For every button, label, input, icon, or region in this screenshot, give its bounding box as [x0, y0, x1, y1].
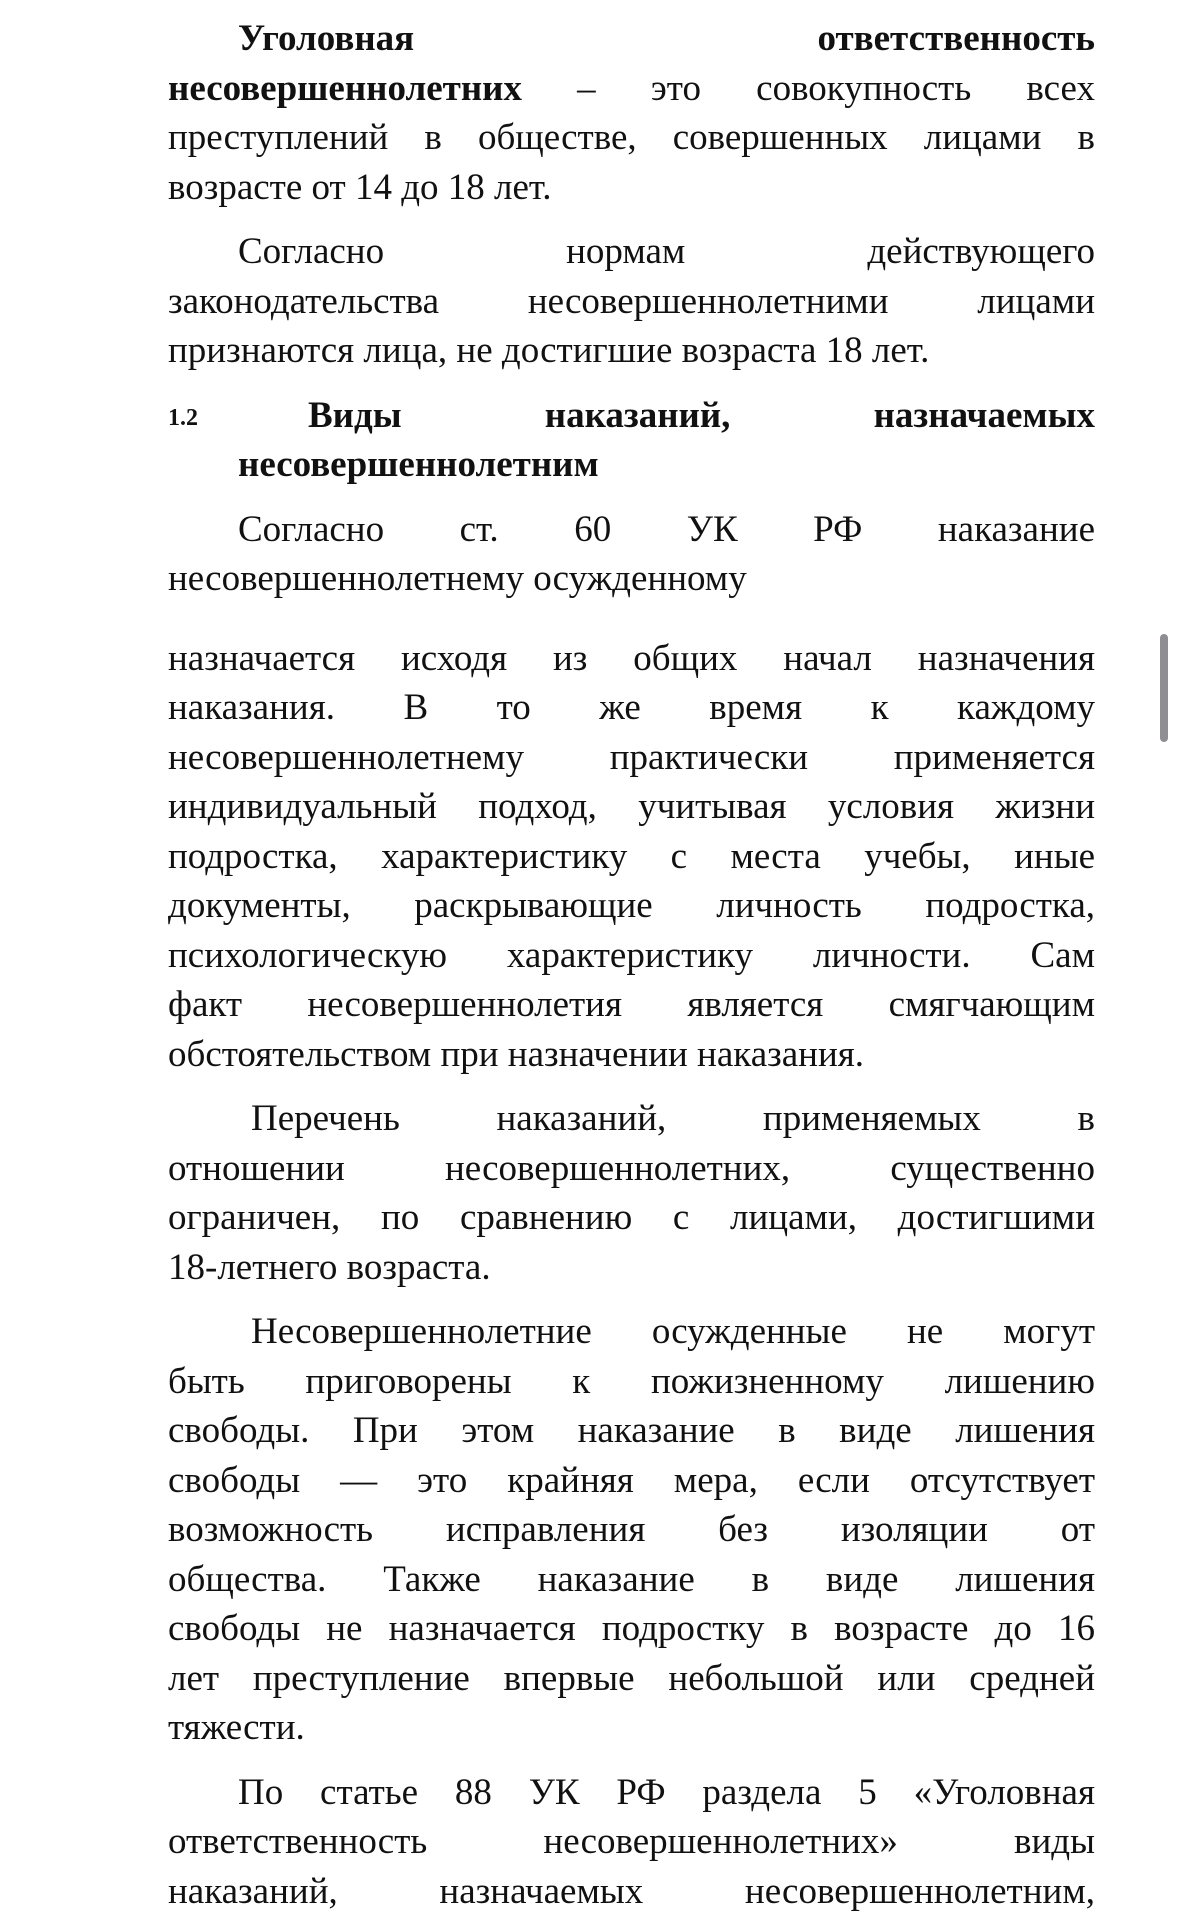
paragraph-line — [168, 64, 1095, 114]
paragraph-line: преступлений в обществе, совершенных лицами в — [168, 117, 1095, 158]
paragraph-line: ограничен, по сравнению с лицами, достигшими — [168, 1197, 1095, 1238]
paragraph-minors-definition — [168, 227, 1095, 376]
text-run: – это совокупность всех — [521, 67, 1095, 109]
paragraph-line: Согласно нормам действующего — [238, 231, 1095, 272]
paragraph-line: наказания. В то же время к каждому — [168, 687, 1095, 728]
paragraph-line: быть приговорены к пожизненному лишению — [168, 1360, 1095, 1402]
paragraph-line: По статье 88 УК РФ раздела 5 «Уголовная — [238, 1771, 1095, 1813]
paragraph-line: наказаний, назначаемых несовершеннолетним, — [168, 1870, 1095, 1912]
bold-term: несовершеннолетних — [168, 67, 522, 109]
paragraph-line: свободы. При этом наказание в виде лишения — [168, 1410, 1095, 1451]
paragraph-line: свободы не назначается подростку в возрасте до 16 — [168, 1608, 1095, 1649]
paragraph-line: общества. Также наказание в виде лишения — [168, 1558, 1095, 1600]
paragraph-line: признаются лица, не достигшие возраста 18 лет. — [168, 330, 930, 371]
paragraph-line: несовершеннолетнему практически применяется — [168, 736, 1095, 778]
paragraph-line: назначается исходя из общих начал назначения — [168, 637, 1095, 679]
paragraph-line: индивидуальный подход, учитывая условия жизни — [168, 786, 1095, 827]
paragraph-line: несовершеннолетнему осужденному — [168, 558, 747, 599]
bold-term: ответственность — [817, 18, 1095, 59]
paragraph-line: факт несовершеннолетия является смягчающим — [168, 984, 1095, 1025]
vertical-scrollbar[interactable] — [1160, 634, 1168, 742]
paragraph-line: свободы — это крайняя мера, если отсутствует — [168, 1459, 1095, 1501]
paragraph-line: тяжести. — [168, 1707, 305, 1748]
section-number: 1.2 — [168, 404, 198, 431]
paragraph-individual-approach — [168, 634, 1095, 1080]
paragraph-line — [168, 14, 1095, 64]
paragraph-article-60 — [168, 505, 1095, 604]
paragraph-line: психологическую характеристику личности. Сам — [168, 934, 1095, 976]
paragraph-article-88 — [168, 1768, 1095, 1917]
paragraph-line: Перечень наказаний, применяемых в — [251, 1098, 1095, 1139]
paragraph-line: подростка, характеристику с места учебы, иные — [168, 835, 1095, 877]
document-body — [168, 14, 1095, 1931]
heading-line: несовершеннолетним — [238, 444, 599, 485]
paragraph-life-imprisonment — [168, 1307, 1095, 1753]
section-heading — [168, 391, 1095, 490]
paragraph-line: документы, раскрывающие личность подростка, — [168, 885, 1095, 926]
paragraph-line: законодательства несовершеннолетними лицами — [168, 280, 1095, 322]
heading-line: Виды наказаний, назначаемых — [308, 394, 1095, 436]
paragraph-line: 18-летнего возраста. — [168, 1246, 491, 1288]
bold-term: Уголовная — [238, 18, 415, 59]
paragraph-line: ответственность несовершеннолетних» виды — [168, 1821, 1095, 1862]
paragraph-list-of-punishments — [168, 1094, 1095, 1292]
paragraph-line: обстоятельством при назначении наказания. — [168, 1033, 865, 1075]
paragraph-line: возрасте от 14 до 18 лет. — [168, 166, 552, 208]
paragraph-line: лет преступление впервые небольшой или средней — [168, 1657, 1095, 1699]
paragraph-definition — [168, 14, 1095, 212]
paragraph-line: отношении несовершеннолетних, существенно — [168, 1147, 1095, 1189]
paragraph-line: Согласно ст. 60 УК РФ наказание — [238, 508, 1095, 550]
paragraph-line: возможность исправления без изоляции от — [168, 1509, 1095, 1550]
paragraph-line: Несовершеннолетние осужденные не могут — [251, 1311, 1095, 1352]
